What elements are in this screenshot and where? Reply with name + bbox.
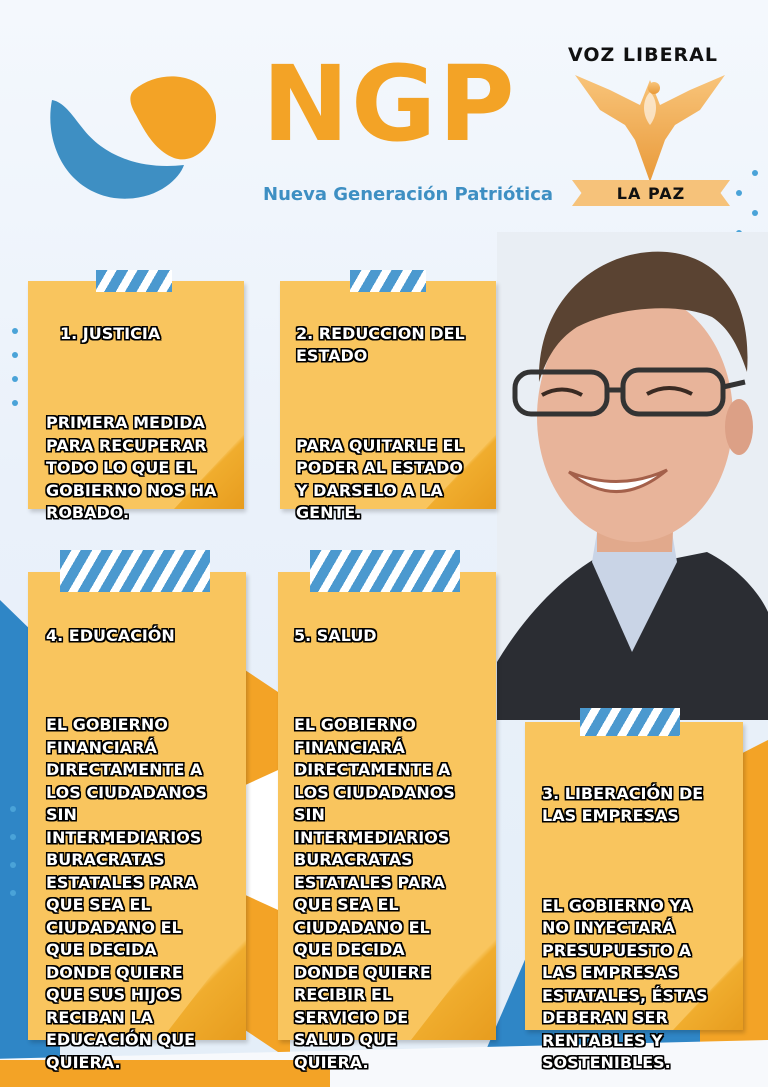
brand-title: NGP <box>262 43 517 165</box>
note-body: EL GOBIERNO FINANCIARÁ DIRECTAMENTE A LOS CIUDADANOS SIN INTERMEDIARIOS BURACRATAS ESTATALES PARA QUE SEA EL CIUDADANO EL QUE DECIDA DONDE QUIERE QUE SUS HIJOS RECIBAN LA EDUCACIÓN QUE QUIERA. <box>46 715 207 1072</box>
decor-dot <box>12 352 18 358</box>
ngp-logo-icon <box>44 70 219 205</box>
note-body: PARA QUITARLE EL PODER AL ESTADO Y DARSELO A LA GENTE. <box>296 435 464 522</box>
note-title: 2. REDUCCION DEL ESTADO <box>296 323 465 365</box>
tape-decoration <box>310 550 460 592</box>
decor-dot <box>10 834 16 840</box>
note-title: 4. EDUCACIÓN <box>46 625 175 645</box>
brand-subtitle: Nueva Generación Patriótica <box>263 184 554 205</box>
note-title: 3. LIBERACIÓN DE LAS EMPRESAS <box>542 783 704 825</box>
phoenix-icon <box>570 70 730 185</box>
decor-dot <box>736 190 742 196</box>
note-body: EL GOBIERNO FINANCIARÁ DIRECTAMENTE A LOS CIUDADANOS SIN INTERMEDIARIOS BURACRATAS ESTATALES PARA QUE SEA EL CIUDADANO EL QUE DECIDA DONDE QUIERE RECIBIR EL SERVICIO DE SALUD QUE QUIERA. <box>294 715 455 1072</box>
note-liberacion-text <box>542 760 742 1075</box>
decor-dot <box>10 890 16 896</box>
decor-dot <box>10 806 16 812</box>
note-body: EL GOBIERNO YA NO INYECTARÁ PRESUPUESTO A LAS EMPRESAS ESTATALES, ÉSTAS DEBERAN SER RENTABLES Y SOSTENIBLES. <box>542 895 708 1072</box>
note-reduccion-text <box>296 300 492 525</box>
decor-dot <box>752 210 758 216</box>
tape-decoration <box>96 270 172 292</box>
decor-dot <box>12 328 18 334</box>
decor-dot <box>10 862 16 868</box>
note-justicia-text <box>46 300 236 525</box>
decor-dot <box>12 376 18 382</box>
tape-decoration <box>60 550 210 592</box>
note-educacion-text <box>46 602 242 1074</box>
note-title: 5. SALUD <box>294 625 377 645</box>
region-label: LA PAZ <box>616 184 686 203</box>
note-title: 1. JUSTICIA <box>60 323 161 343</box>
tape-decoration <box>350 270 426 292</box>
note-body: PRIMERA MEDIDA PARA RECUPERAR TODO LO QUE EL GOBIERNO NOS HA ROBADO. <box>46 413 217 522</box>
candidate-photo <box>497 232 768 720</box>
note-salud-text <box>294 602 490 1074</box>
decor-dot <box>12 400 18 406</box>
tape-decoration <box>580 708 680 736</box>
decor-dot <box>752 170 758 176</box>
partner-title: VOZ LIBERAL <box>568 44 718 66</box>
